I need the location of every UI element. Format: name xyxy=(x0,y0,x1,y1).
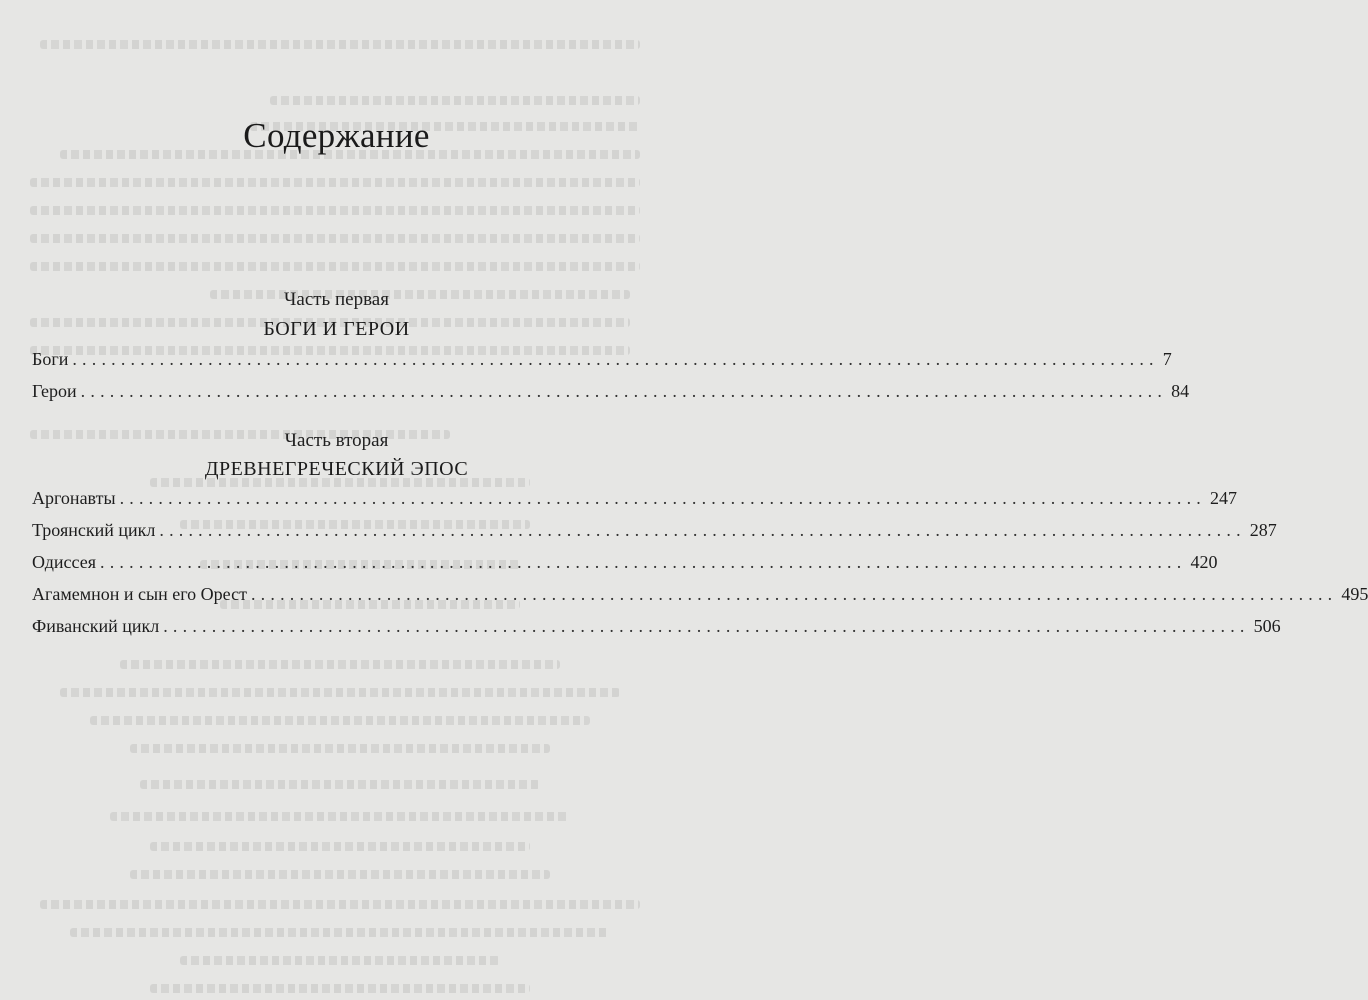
part-2-title: ДРЕВНЕГРЕЧЕСКИЙ ЭПОС xyxy=(204,458,469,480)
leader-dots: ................................................................................................................ xyxy=(159,520,1246,540)
toc-entry-label: Одиссея xyxy=(32,552,97,572)
toc-entry[interactable] xyxy=(32,381,1190,413)
leader-dots: ................................................................................................................ xyxy=(80,381,1168,401)
toc-entry-page: 495 xyxy=(1341,584,1368,604)
toc-entry-page: 7 xyxy=(1162,349,1172,369)
toc-entry-page: 420 xyxy=(1190,552,1218,572)
toc-entry[interactable] xyxy=(32,616,1281,648)
toc-entry-page: 506 xyxy=(1253,616,1281,636)
toc-entry-label: Агамемнон и сын его Орест xyxy=(32,584,247,604)
toc-entry-label: Фиванский цикл xyxy=(32,616,160,636)
part-2-label: Часть вторая xyxy=(284,430,389,451)
toc-entry-page: 247 xyxy=(1209,488,1237,508)
leader-dots: ................................................................................................................ xyxy=(163,616,1250,636)
toc-entry-label: Аргонавты xyxy=(32,488,116,508)
toc-entry[interactable] xyxy=(32,349,1172,381)
part-1-label: Часть первая xyxy=(284,289,389,310)
toc-entry[interactable] xyxy=(32,520,1277,552)
toc-entry-label: Троянский цикл xyxy=(32,520,156,540)
toc-entry[interactable] xyxy=(32,584,1368,616)
leader-dots: ................................................................................................................ xyxy=(119,488,1206,508)
toc-entry-page: 84 xyxy=(1171,381,1190,401)
part-2-entries xyxy=(32,488,1368,648)
page-title: Содержание xyxy=(243,116,430,156)
toc-entry[interactable] xyxy=(32,488,1237,520)
toc-entry[interactable] xyxy=(32,552,1218,584)
toc-entry-label: Боги xyxy=(32,349,69,369)
leader-dots: ................................................................................................................ xyxy=(250,584,1338,604)
toc-entry-page: 287 xyxy=(1249,520,1277,540)
toc-entry-label: Герои xyxy=(32,381,77,401)
leader-dots: ................................................................................................................ xyxy=(100,552,1187,572)
part-1-title: БОГИ И ГЕРОИ xyxy=(263,318,410,340)
part-1-entries xyxy=(32,349,1190,413)
leader-dots: ................................................................................................................ xyxy=(72,349,1159,369)
